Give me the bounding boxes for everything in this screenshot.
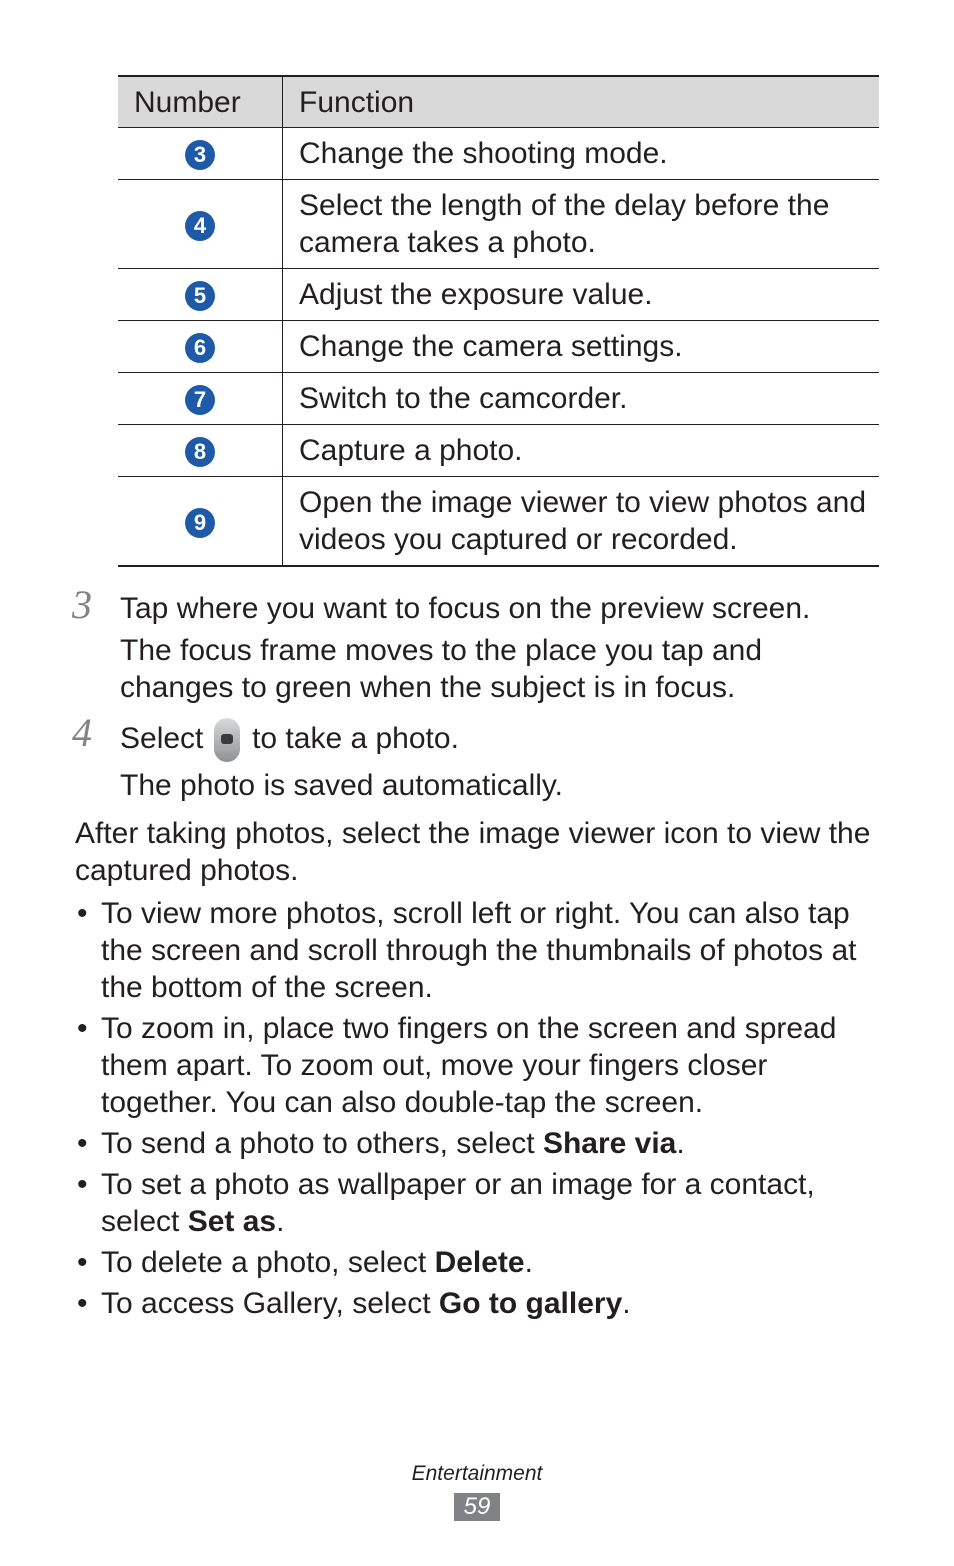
number-badge: 9 <box>185 508 215 538</box>
bullet-icon: • <box>77 1287 88 1320</box>
table-row <box>118 269 879 321</box>
list-item-text: To view more photos, scroll left or right. You can also tap the screen and scroll through the thumbnails of photos at the bottom of the screen. <box>101 897 857 1004</box>
list-item-punct: . <box>622 1287 631 1320</box>
function-text: Switch to the camcorder. <box>283 373 880 425</box>
list-item-text: To zoom in, place two fingers on the screen and spread them apart. To zoom out, move your fingers closer together. You can also double-tap the screen. <box>101 1012 837 1119</box>
step-instruction <box>120 718 872 762</box>
list-item-punct: . <box>276 1205 285 1238</box>
bullet-icon: • <box>77 1168 88 1201</box>
function-text: Capture a photo. <box>283 425 880 477</box>
function-text: Change the camera settings. <box>283 321 880 373</box>
bullet-icon: • <box>77 1012 88 1045</box>
function-text: Select the length of the delay before the camera takes a photo. <box>283 180 880 269</box>
list-item <box>75 895 880 1006</box>
header-number: Number <box>118 76 283 128</box>
list-item <box>75 1244 880 1281</box>
header-function: Function <box>283 76 880 128</box>
function-table <box>118 75 879 567</box>
number-badge: 8 <box>185 437 215 467</box>
list-item <box>75 1285 880 1322</box>
menu-option-go-to-gallery: Go to gallery <box>438 1287 623 1320</box>
list-item <box>75 1010 880 1121</box>
number-badge: 3 <box>185 140 215 170</box>
step-text-before: Select <box>120 721 204 755</box>
table-row <box>118 321 879 373</box>
step-number: 3 <box>72 582 92 627</box>
camera-shutter-icon <box>214 718 240 762</box>
step-4 <box>72 710 872 804</box>
number-badge: 5 <box>185 281 215 311</box>
list-item-text: To access Gallery, select <box>101 1287 439 1320</box>
step-3 <box>72 582 872 706</box>
bullet-icon: • <box>77 1246 88 1279</box>
function-text: Change the shooting mode. <box>283 128 880 180</box>
section-label: Entertainment <box>411 1462 543 1485</box>
step-number: 4 <box>72 710 92 755</box>
step-instruction: Tap where you want to focus on the preview screen. <box>120 592 811 625</box>
list-item-text: To delete a photo, select <box>101 1246 435 1279</box>
table-row <box>118 128 879 180</box>
menu-option-set-as: Set as <box>187 1205 277 1238</box>
number-badge: 4 <box>185 211 215 241</box>
tips-list <box>75 895 880 1326</box>
table-header-row <box>118 76 879 128</box>
function-text: Open the image viewer to view photos and videos you captured or recorded. <box>283 477 880 567</box>
list-item-text: To send a photo to others, select <box>101 1127 543 1160</box>
menu-option-share-via: Share via <box>542 1127 677 1160</box>
table-row <box>118 477 879 567</box>
intro-paragraph: After taking photos, select the image viewer icon to view the captured photos. <box>75 817 871 887</box>
number-badge: 6 <box>185 333 215 363</box>
function-text: Adjust the exposure value. <box>283 269 880 321</box>
step-detail: The focus frame moves to the place you tap and changes to green when the subject is in focus. <box>120 634 763 704</box>
list-item-punct: . <box>524 1246 533 1279</box>
table-row <box>118 425 879 477</box>
table-row <box>118 373 879 425</box>
list-item-text: To set a photo as wallpaper or an image for a contact, select <box>101 1168 815 1238</box>
list-item-punct: . <box>676 1127 685 1160</box>
table-row <box>118 180 879 269</box>
list-item <box>75 1125 880 1162</box>
page-number: 59 <box>454 1493 500 1521</box>
step-detail: The photo is saved automatically. <box>120 769 564 802</box>
bullet-icon: • <box>77 1127 88 1160</box>
number-badge: 7 <box>185 385 215 415</box>
bullet-icon: • <box>77 897 88 930</box>
menu-option-delete: Delete <box>434 1246 525 1279</box>
step-text-after: to take a photo. <box>252 721 459 755</box>
list-item <box>75 1166 880 1240</box>
